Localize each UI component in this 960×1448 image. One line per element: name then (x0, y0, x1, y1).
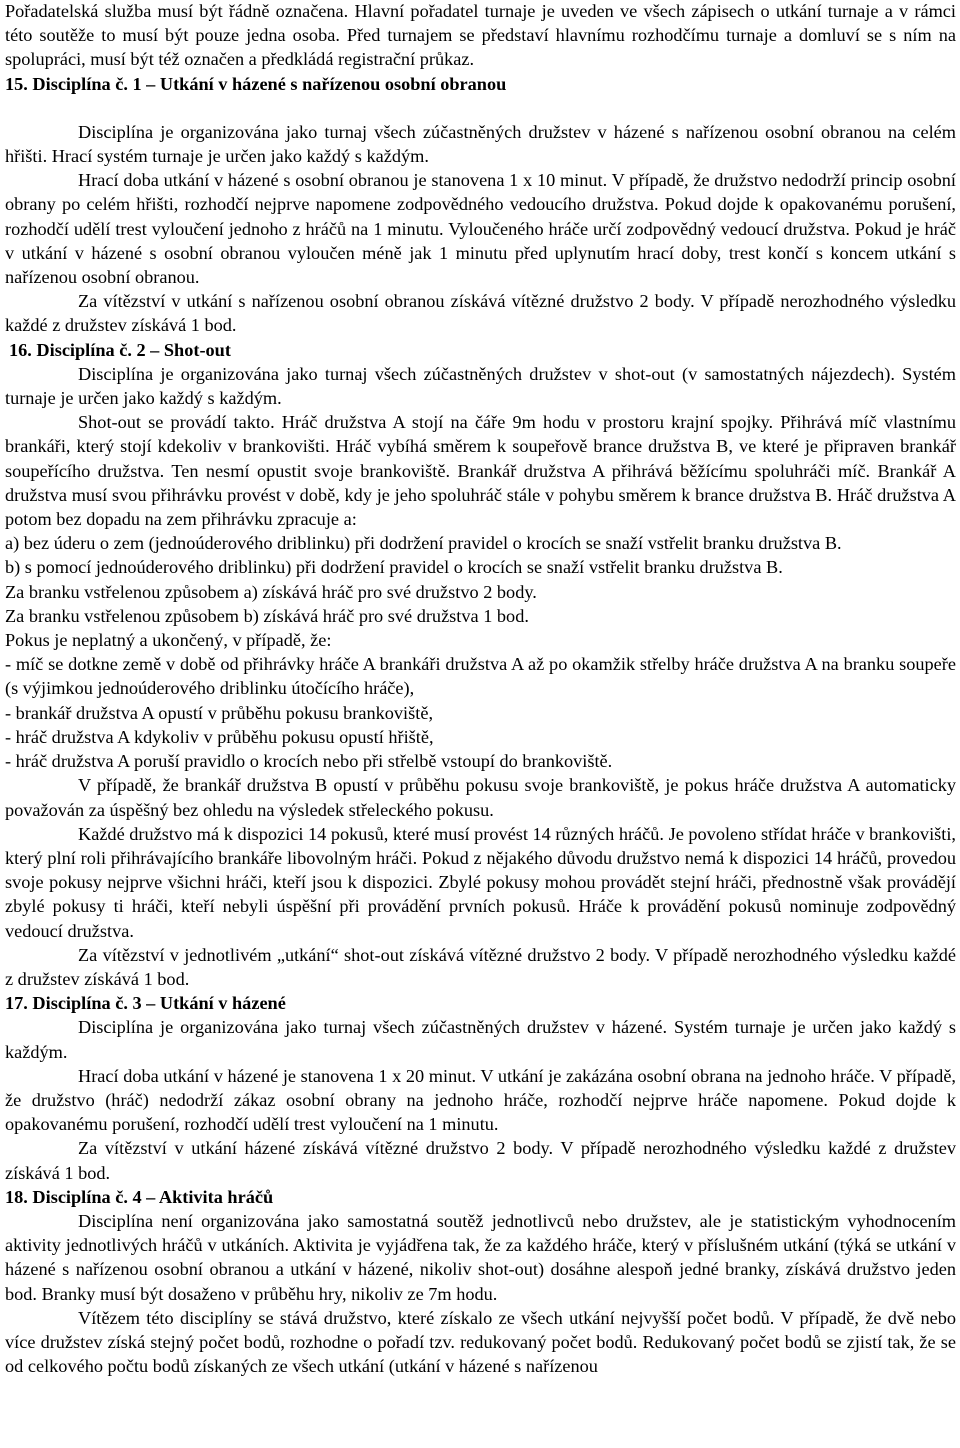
section-16-paragraph-1: Disciplína je organizována jako turnaj všech zúčastněných družstev v shot-out (v samostatných nájezdech). Systém turnaje je určen jako každý s každým. (5, 363, 956, 409)
section-16-paragraph-3: V případě, že brankář družstva B opustí v průběhu pokusu svoje brankoviště, je pokus hráče družstva A automaticky považován za úspěšný bez ohledu na výsledek střeleckého pokusu. (5, 775, 956, 820)
section-16-invalid-item-1: - míč se dotkne země v době od přihrávky hráče A brankáři družstva A až po okamžik střelby hráče družstva A na branku soupeře (s výjimkou jednoúderového driblinku útočícího hráče), (5, 654, 956, 699)
intro-paragraph: Pořadatelská služba musí být řádně označena. Hlavní pořadatel turnaje je uveden ve všech zápisech o utkání turnaje a v rámci této soutěže to musí být pouze jedna osoba. Před turnajem se představí hlavnímu rozhodčímu turnaje a domluví se s ním na spolupráci, musí být též označen a předkládá registrační průkaz. (5, 1, 956, 70)
section-16-paragraph-2: Shot-out se provádí takto. Hráč družstva A stojí na čáře 9m hodu v prostoru krajní spojky. Přihrává míč vlastnímu brankáři, který stojí kdekoliv v brankovišti. Hráč vybíhá směrem k soupeřově brance družstva B, ve které je připraven brankář soupeřícího družstva. Ten nesmí opustit svoje brankoviště. Brankář družstva A přihrává běžícímu spoluhráči míč. Brankář A družstva musí svou přihrávku provést v době, kdy je jeho spoluhráč stále v pohybu směrem k brance družstva B. Hráč družstva A potom bez dopadu na zem přihrávku zpracuje a: (5, 412, 956, 530)
section-16-invalid-item-4: - hráč družstva A poruší pravidlo o krocích nebo při střelbě vstoupí do brankoviště. (5, 751, 613, 772)
section-16-invalid-intro: Pokus je neplatný a ukončený, v případě, že: (5, 630, 332, 651)
section-17-heading: 17. Disciplína č. 3 – Utkání v házené (5, 993, 286, 1014)
section-16-score-a: Za branku vstřelenou způsobem a) získává hráč pro své družstvo 2 body. (5, 581, 537, 602)
document-page (5, 0, 956, 1378)
section-15-heading: 15. Disciplína č. 1 – Utkání v házené s nařízenou osobní obranou (5, 73, 507, 94)
section-16-heading: 16. Disciplína č. 2 – Shot-out (9, 339, 231, 360)
section-16-invalid-item-3: - hráč družstva A kdykoliv v průběhu pokusu opustí hřiště, (5, 726, 434, 747)
section-17-paragraph-1: Disciplína je organizována jako turnaj všech zúčastněných družstev v házené. Systém turnaje je určen jako každý s každým. (5, 1017, 956, 1062)
section-15-paragraph-1: Disciplína je organizována jako turnaj všech zúčastněných družstev v házené s nařízenou osobní obranou na celém hřišti. Hrací systém turnaje je určen jako každý s každým. (5, 121, 956, 167)
section-18-paragraph-2: Vítězem této disciplíny se stává družstvo, které získalo ze všech utkání nejvyšší počet bodů. V případě, že dvě nebo více družstev získá stejný počet bodů, rozhodne o pořadí tzv. redukovaný počet bodů. Redukovaný počet bodů se zjistí tak, že se od celkového počtu bodů získaných ze všech utkání (utkání v házené s nařízenou (5, 1307, 956, 1377)
section-18-heading: 18. Disciplína č. 4 – Aktivita hráčů (5, 1186, 274, 1207)
section-17-paragraph-3: Za vítězství v utkání házené získává vítězné družstvo 2 body. V případě nerozhodného výsledku každé z družstev získává 1 bod. (5, 1138, 956, 1183)
section-15-paragraph-3: Za vítězství v utkání s nařízenou osobní obranou získává vítězné družstvo 2 body. V případě nerozhodného výsledku každé z družstev získává 1 bod. (5, 291, 956, 336)
section-16-invalid-item-2: - brankář družstva A opustí v průběhu pokusu brankoviště, (5, 702, 434, 723)
section-16-score-b: Za branku vstřelenou způsobem b) získává hráč pro své družstva 1 bod. (5, 605, 529, 626)
section-16-rule-a: a) bez úderu o zem (jednoúderového driblinku) při dodržení pravidel o krocích se snaží vstřelit branku družstva B. (5, 533, 842, 554)
section-18-paragraph-1: Disciplína není organizována jako samostatná soutěž jednotlivců nebo družstev, ale je statistickým vyhodnocením aktivity jednotlivých hráčů v utkáních. Aktivita je vyjádřena tak, že za každého hráče, který v příslušném utkání (týká se utkání v házené s nařízenou osobní obranou a utkání v házené, nikoliv shot-out) dosáhne alespoň jedné branky, získává družstvo jeden bod. Branky musí být dosaženo v průběhu hry, nikoliv ze 7m hodu. (5, 1210, 956, 1304)
section-15-paragraph-2: Hrací doba utkání v házené s osobní obranou je stanovena 1 x 10 minut. V případě, že družstvo nedodrží princip osobní obrany po celém hřišti, rozhodčí nejprve napomene zodpovědného vedoucího družstva. Pokud dojde k opakovanému porušení, rozhodčí udělí trest vyloučení jednoho z hráčů na 1 minutu. Vyloučeného hráče určí zodpovědný vedoucí družstva. Pokud je hráč v utkání v házené s osobní obranou vyloučen méně jak 1 minutu před uplynutím hrací doby, trest končí s koncem utkání s nařízenou osobní obranou. (5, 170, 956, 288)
section-16-paragraph-4: Každé družstvo má k dispozici 14 pokusů, které musí provést 14 různých hráčů. Je povoleno střídat hráče v brankovišti, který plní roli přihrávajícího brankáře libovolným hráči. Pokud z nějakého důvodu družstvo nemá k dispozici 14 hráčů, provedou svoje pokusy nejprve všichni hráči, kteří jsou k dispozici. Zbylé pokusy mohou provádět stejní hráči, přednostně však provádějí zbylé pokusy ti hráči, kteří nebyli úspěšní při provádění prvních pokusů. Hráče k provádění pokusů nominuje zodpovědný vedoucí družstva. (5, 823, 956, 941)
section-17-paragraph-2: Hrací doba utkání v házené je stanovena 1 x 20 minut. V utkání je zakázána osobní obrana na jednoho hráče. V případě, že družstvo (hráč) nedodrží zákaz osobní obrany na jednoho hráče, rozhodčí nejprve hráče napomene. Pokud dojde k opakovanému porušení, rozhodčí udělí trest vyloučení na 1 minutu. (5, 1065, 956, 1135)
section-16-rule-b: b) s pomocí jednoúderového driblinku) při dodržení pravidel o krocích se snaží vstřelit branku družstva B. (5, 557, 783, 578)
section-16-paragraph-5: Za vítězství v jednotlivém „utkání“ shot-out získává vítězné družstvo 2 body. V případě nerozhodného výsledku každé z družstev získává 1 bod. (5, 944, 956, 989)
